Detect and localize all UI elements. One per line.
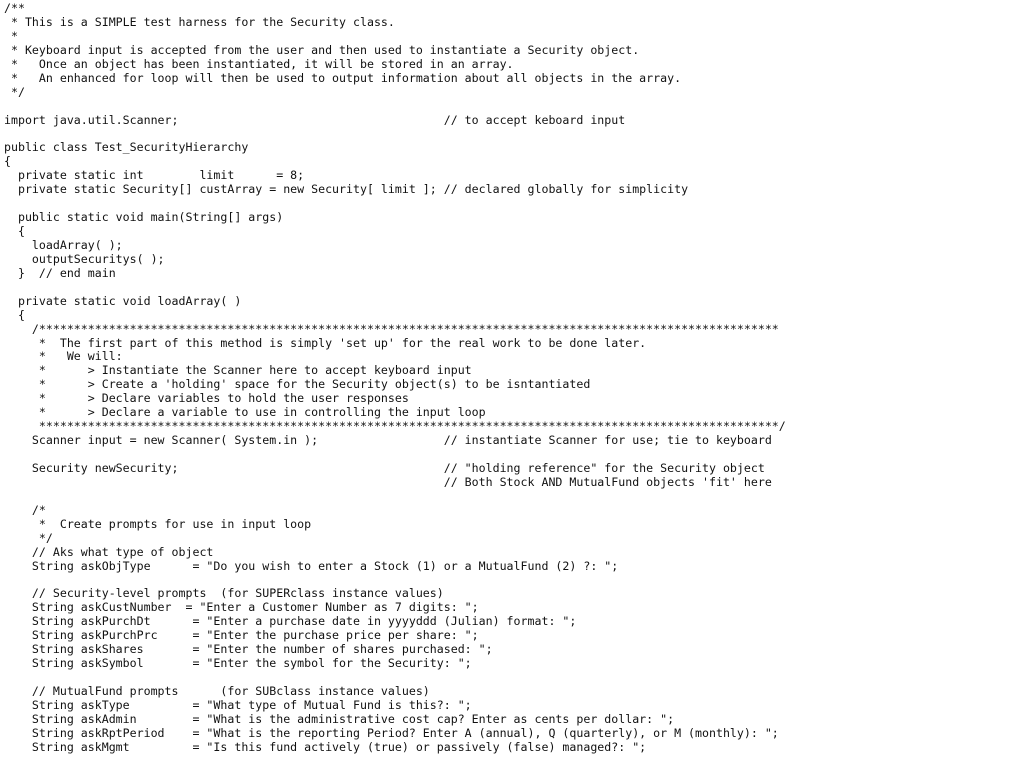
- code-line: private static int limit = 8;: [4, 168, 305, 183]
- code-line: [4, 490, 1024, 504]
- code-line: String askMgmt = "Is this fund actively (true) or passively (false) managed?: ";: [4, 739, 647, 754]
- code-line: private static Security[] custArray = new Security[ limit ]; // declared globally for simplicity: [4, 182, 689, 197]
- code-line: [4, 127, 1024, 141]
- code-line: * This is a SIMPLE test harness for the Security class.: [4, 14, 395, 29]
- code-line: {: [4, 307, 25, 322]
- code-line: [4, 281, 1024, 295]
- code-line: [4, 448, 1024, 462]
- code-line: {: [4, 224, 25, 238]
- code-line: String askAdmin = "What is the administrative cost cap? Enter as cents per dollar: ";: [4, 711, 675, 726]
- code-line: */: [4, 84, 25, 99]
- code-line: String askShares = "Enter the number of shares purchased: ";: [4, 642, 493, 657]
- code-line: String askPurchPrc = "Enter the purchase price per share: ";: [4, 628, 479, 643]
- code-line: loadArray( );: [4, 237, 123, 252]
- code-line: // Both Stock AND MutualFund objects 'fit' here: [4, 474, 772, 489]
- code-line: * Keyboard input is accepted from the user and then used to instantiate a Security object.: [4, 42, 640, 57]
- code-line: [4, 671, 1024, 685]
- code-line: } // end main: [4, 265, 116, 280]
- code-line: * Once an object has been instantiated, it will be stored in an array.: [4, 56, 514, 71]
- code-line: * > Instantiate the Scanner here to accept keyboard input: [4, 363, 472, 378]
- code-line: [4, 573, 1024, 587]
- code-line: * Create prompts for use in input loop: [4, 516, 312, 531]
- code-line: // Security-level prompts (for SUPERclass instance values): [4, 586, 444, 601]
- code-line: import java.util.Scanner; // to accept keboard input: [4, 112, 626, 127]
- code-line: * > Create a 'holding' space for the Security object(s) to be isntantiated: [4, 377, 591, 392]
- code-line: **********************************************************************************************************/: [4, 419, 786, 434]
- code-line: * > Declare variables to hold the user responses: [4, 391, 409, 406]
- code-line: /**********************************************************************************************************: [4, 321, 779, 336]
- code-line: String askPurchDt = "Enter a purchase date in yyyyddd (Julian) format: ";: [4, 614, 577, 629]
- code-line: // Aks what type of object: [4, 544, 214, 559]
- code-line: String askCustNumber = "Enter a Customer Number as 7 digits: ";: [4, 600, 479, 615]
- code-line: [4, 197, 1024, 211]
- code-line: * The first part of this method is simply 'set up' for the real work to be done later.: [4, 335, 647, 350]
- code-line: String askObjType = "Do you wish to enter a Stock (1) or a MutualFund (2) ?: ";: [4, 558, 619, 573]
- code-line: public class Test_SecurityHierarchy: [4, 140, 249, 155]
- code-line: outputSecuritys( );: [4, 251, 165, 266]
- code-line: */: [4, 530, 53, 545]
- code-line: String askType = "What type of Mutual Fund is this?: ";: [4, 697, 472, 712]
- code-line: Security newSecurity; // "holding reference" for the Security object: [4, 460, 765, 475]
- code-line: private static void loadArray( ): [4, 293, 242, 308]
- code-line: String askSymbol = "Enter the symbol for the Security: ";: [4, 656, 472, 671]
- code-line: /**: [4, 1, 25, 15]
- code-line: Scanner input = new Scanner( System.in ); // instantiate Scanner for use; tie to keyboard: [4, 433, 772, 448]
- code-line: [4, 100, 1024, 114]
- code-line: * An enhanced for loop will then be used to output information about all objects in the array.: [4, 70, 682, 85]
- code-line: * We will:: [4, 349, 123, 364]
- code-line: public static void main(String[] args): [4, 210, 284, 225]
- code-line: /*: [4, 502, 46, 517]
- code-line: * > Declare a variable to use in controlling the input loop: [4, 405, 486, 420]
- code-line: // MutualFund prompts (for SUBclass instance values): [4, 683, 430, 698]
- code-line: {: [4, 154, 11, 169]
- code-line: *: [4, 28, 18, 43]
- code-line: String askRptPeriod = "What is the reporting Period? Enter A (annual), Q (quarterly), or M (monthly): ";: [4, 725, 779, 740]
